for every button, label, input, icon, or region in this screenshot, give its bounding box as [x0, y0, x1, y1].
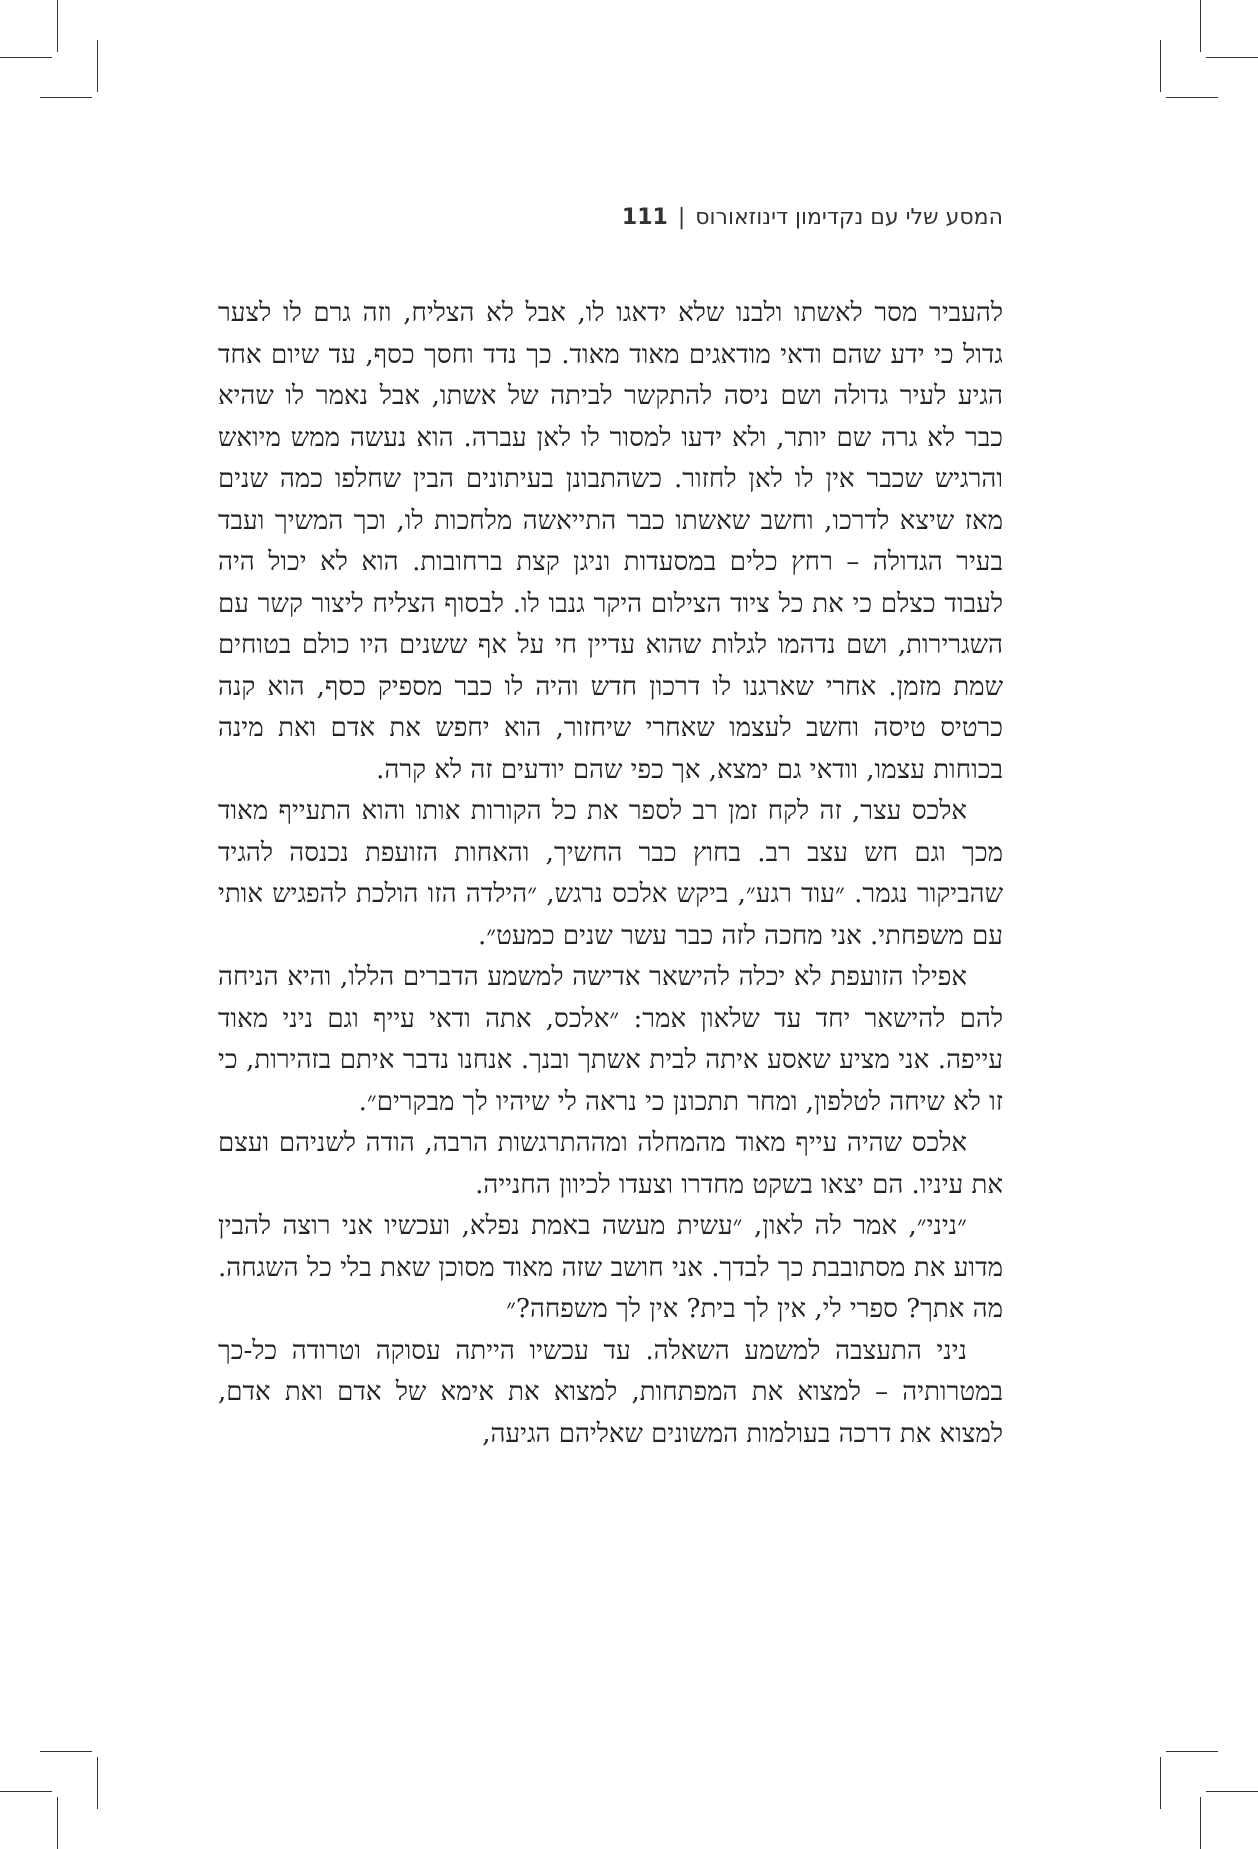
- crop-mark-bottom-right-vertical-inner: [1160, 1757, 1161, 1809]
- paragraph: ״ניני״, אמר לה לאון, ״עשית מעשה באמת נפלא, ועכשיו אני רוצה להבין מדוע את מסתובבת כך לבדך. אני חושב שזה מאוד מסוכן שאת בלי כל השגחה. מה אתך? ספרי לי, אין לך בית? אין לך משפחה?״: [218, 1211, 1003, 1324]
- crop-mark-top-left-vertical-inner: [97, 40, 98, 92]
- crop-mark-bottom-left-horizontal-inner: [40, 1751, 92, 1752]
- page-number: 111: [621, 205, 668, 230]
- book-title: המסע שלי עם נקדימון דינוזאורוס: [695, 205, 1003, 230]
- crop-mark-top-right-horizontal-inner: [1166, 97, 1218, 98]
- crop-mark-top-left-horizontal-inner: [40, 97, 92, 98]
- crop-mark-bottom-right-horizontal: [1206, 1791, 1258, 1792]
- paragraph: אפילו הזועפת לא יכלה להישאר אדישה למשמע הדברים הללו, והיא הניחה להם להישאר יחד עד שלאון אמר: ״אלכס, אתה ודאי עייף וגם ניני מאוד עייפה. אני מציע שאסע איתה לבית אשתך ובנך. אנחנו נדבר איתם בזהירות, כי זו לא שיחה לטלפון, ומחר תתכונן כי נראה לי שיהיו לך מבקרים״.: [218, 962, 1003, 1117]
- crop-mark-top-left-vertical: [57, 0, 58, 52]
- crop-mark-bottom-left-vertical: [57, 1797, 58, 1849]
- paragraph: אלכס עצר, זה לקח זמן רב לספר את כל הקורות אותו והוא התעייף מאוד מכך וגם חש עצב רב. בחוץ כבר החשיך, והאחות הזועפת נכנסה להגיד שהביקור נגמר. ״עוד רגע״, ביקש אלכס נרגש, ״הילדה הזו הולכת להפגיש אותי עם משפחתי. אני מחכה לזה כבר עשר שנים כמעט״.: [218, 796, 1003, 951]
- crop-mark-top-right-horizontal: [1206, 57, 1258, 58]
- paragraph: להעביר מסר לאשתו ולבנו שלא ידאגו לו, אבל לא הצליח, וזה גרם לו לצער גדול כי ידע שהם ודאי מודאגים מאוד מאוד. כך נדד וחסך כסף, עד שיום אחד הגיע לעיר גדולה ושם ניסה להתקשר לביתה של אשתו, אבל נאמר לו שהיא כבר לא גרה שם יותר, ולא ידעו למסור לו לאן עברה. הוא נעשה ממש מיואש והרגיש שכבר אין לו לאן לחזור. כשהתבונן בעיתונים הבין שחלפו כמה שנים מאז שיצא לדרכו, וחשב שאשתו כבר התייאשה מלחכות לו, וכך המשיך ועבד בעיר הגדולה – רחץ כלים במסעדות וניגן קצת ברחובות. הוא לא יכול היה לעבוד כצלם כי את כל ציוד הצילום היקר גנבו לו. לבסוף הצליח ליצור קשר עם השגרירות, ושם נדהמו לגלות שהוא עדיין חי על אף ששנים היו כולם בטוחים שמת מזמן. אחרי שארגנו לו דרכון חדש והיה לו כבר מספיק כסף, הוא קנה כרטיס טיסה וחשב לעצמו שאחרי שיחזור, הוא יחפש את אדם ואת מינה בכוחות עצמו, וודאי גם ימצא, אך כפי שהם יודעים זה לא קרה.: [218, 298, 1003, 785]
- body-text: [218, 293, 1003, 1455]
- paragraph: ניני התעצבה למשמע השאלה. עד עכשיו הייתה עסוקה וטרודה כל-כך במטרותיה – למצוא את המפתחות, למצוא את אימא של אדם ואת אדם, למצוא את דרכה בעולמות המשונים שאליהם הגיעה,: [218, 1335, 1003, 1449]
- crop-mark-top-right-vertical: [1200, 0, 1201, 52]
- crop-mark-bottom-left-vertical-inner: [97, 1757, 98, 1809]
- running-head: [218, 205, 1003, 230]
- crop-mark-top-right-vertical-inner: [1160, 40, 1161, 92]
- crop-mark-bottom-left-horizontal: [0, 1791, 52, 1792]
- crop-mark-top-left-horizontal: [0, 57, 52, 58]
- paragraph: אלכס שהיה עייף מאוד מהמחלה ומההתרגשות הרבה, הודה לשניהם ועצם את עיניו. הם יצאו בשקט מחדרו וצעדו לכיוון החנייה.: [218, 1128, 1003, 1200]
- crop-mark-bottom-right-vertical: [1200, 1797, 1201, 1849]
- crop-mark-bottom-right-horizontal-inner: [1166, 1751, 1218, 1752]
- header-separator: |: [677, 205, 686, 230]
